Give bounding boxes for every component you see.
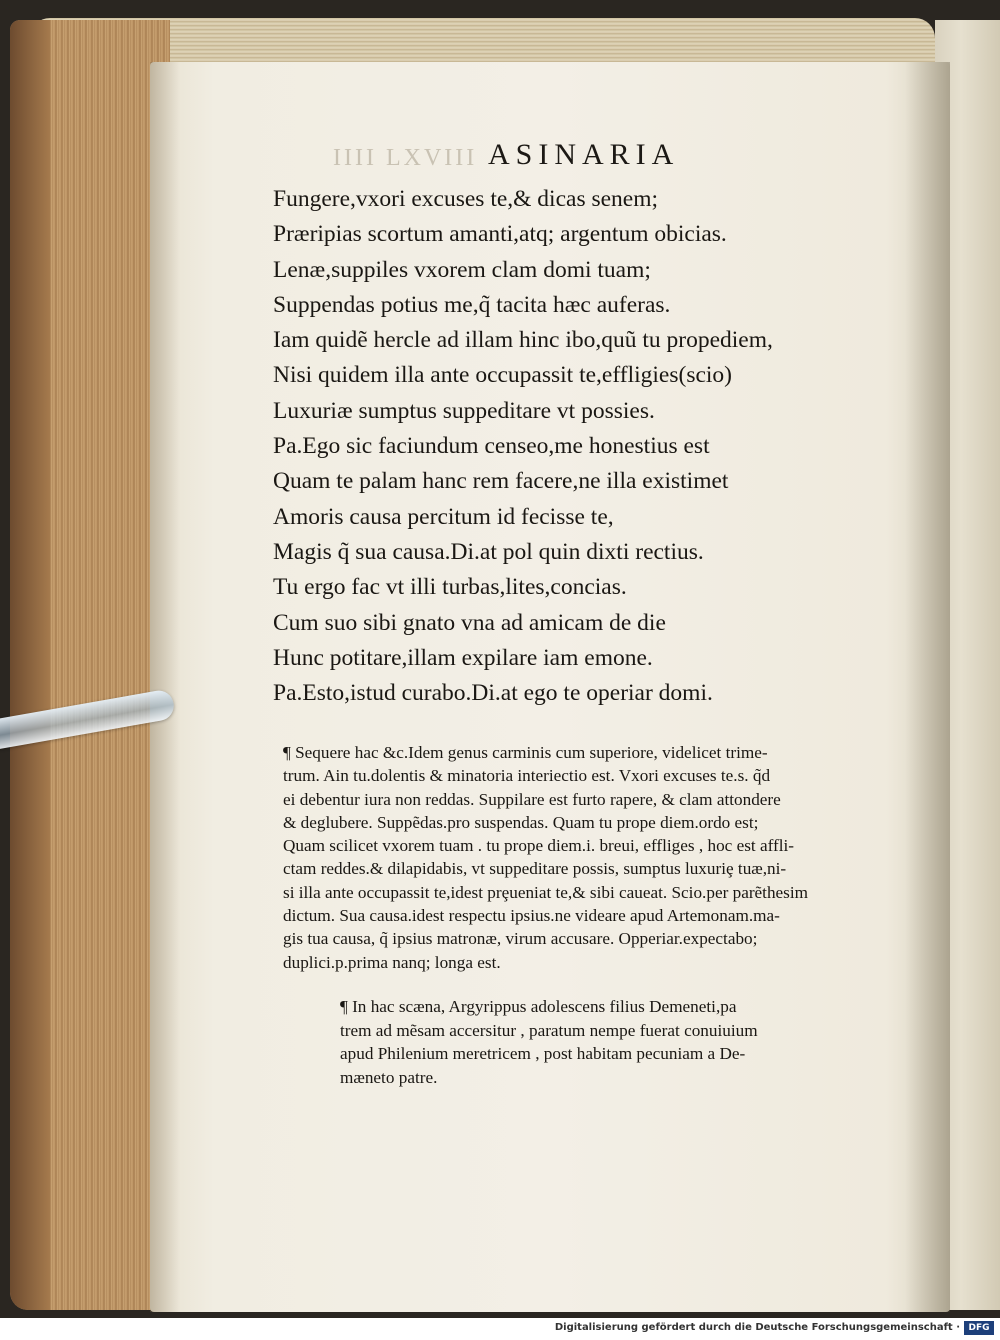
- commentary-line: ei debentur iura non reddas. Suppilare est furto rapere, & clam attondere: [283, 789, 781, 809]
- funding-notice: Digitalisierung gefördert durch die Deutsche Forschungsgemeinschaft ·: [554, 1322, 960, 1333]
- verse-line: Iam quidẽ hercle ad illam hinc ibo,quũ tu propediem,: [273, 327, 773, 354]
- commentary-line: si illa ante occupassit te,idest prȩueniat te,& sibi caueat. Scio.per parẽthesim: [283, 882, 808, 902]
- footer-bar: [0, 1318, 1000, 1340]
- verse-line: Tu ergo fac vt illi turbas,lites,concias.: [273, 574, 627, 601]
- scene-note-line: mæneto patre.: [340, 1067, 438, 1087]
- gutter-shadow: [150, 62, 180, 1312]
- verse-line: Nisi quidem illa ante occupassit te,effligies(scio): [273, 362, 732, 389]
- verse-line: Fungere,vxori excuses te,& dicas senem;: [273, 186, 659, 212]
- commentary-line: ¶ Sequere hac &c.Idem genus carminis cum superiore, videlicet trime‑: [283, 743, 768, 762]
- commentary-line: Quam scilicet vxorem tuam . tu prope diem.i. breui, effliges , hoc est affli‑: [283, 836, 795, 856]
- verse-block: [273, 182, 873, 711]
- verse-line: Pa.Ego sic faciundum censeo,me honestius est: [273, 433, 710, 460]
- binding-shade: [10, 20, 50, 1310]
- commentary-line: & deglubere. Suppẽdas.pro suspendas. Quam tu prope diem.ordo est;: [283, 812, 759, 832]
- scene-note-line: apud Philenium meretricem , post habitam pecuniam a De‑: [340, 1044, 746, 1063]
- dfg-logo-icon: DFG: [964, 1321, 994, 1335]
- folio-number: IIII LXVIII: [333, 145, 478, 171]
- verse-line: Præripias scortum amanti,atq; argentum obicias.: [273, 221, 727, 248]
- verse-line: Amoris causa percitum id fecisse te,: [273, 503, 614, 530]
- verse-line: Pa.Esto,istud curabo.Di.at ego te operiar domi.: [273, 680, 713, 707]
- scene-note-line: ¶ In hac scæna, Argyrippus adolescens filius Demeneti,pa: [340, 997, 737, 1016]
- commentary-line: gis tua causa, q̃ ipsius matronæ, virum accusare. Opperiar.expectabo;: [283, 929, 758, 949]
- verse-line: Magis q̃ sua causa.Di.at pol quin dixti rectius.: [273, 538, 704, 565]
- verse-line: Suppendas potius me,q̃ tacita hæc auferas.: [273, 291, 671, 318]
- commentary-paragraph: [283, 741, 918, 974]
- scene-note-line: trem ad mẽsam accersitur , paratum nempe fuerat conuiuium: [340, 1020, 758, 1040]
- commentary-line: duplici.p.prima nanq; longa est.: [283, 952, 501, 972]
- commentary-line: trum. Ain tu.dolentis & minatoria interiectio est. Vxori excuses te.s. q̃d: [283, 766, 771, 786]
- verse-line: Luxuriæ sumptus suppeditare vt possies.: [273, 397, 655, 424]
- verse-line: Quam te palam hanc rem facere,ne illa existimet: [273, 468, 729, 495]
- verse-line: Lenæ,suppiles vxorem clam domi tuam;: [273, 256, 651, 283]
- verse-line: Cum suo sibi gnato vna ad amicam de die: [273, 609, 666, 636]
- commentary-line: ctam reddes.& dilapidabis, vt suppeditare possis, sumptus luxuriȩ tuæ,ni‑: [283, 859, 787, 879]
- running-head: ASINARIA: [488, 138, 680, 171]
- page-edge-shadow: [905, 62, 950, 1312]
- scene-note-paragraph: [340, 995, 920, 1089]
- verse-line: Hunc potitare,illam expilare iam emone.: [273, 644, 653, 671]
- commentary-line: dictum. Sua causa.idest respectu ipsius.ne videare apud Artemonam.ma‑: [283, 906, 780, 926]
